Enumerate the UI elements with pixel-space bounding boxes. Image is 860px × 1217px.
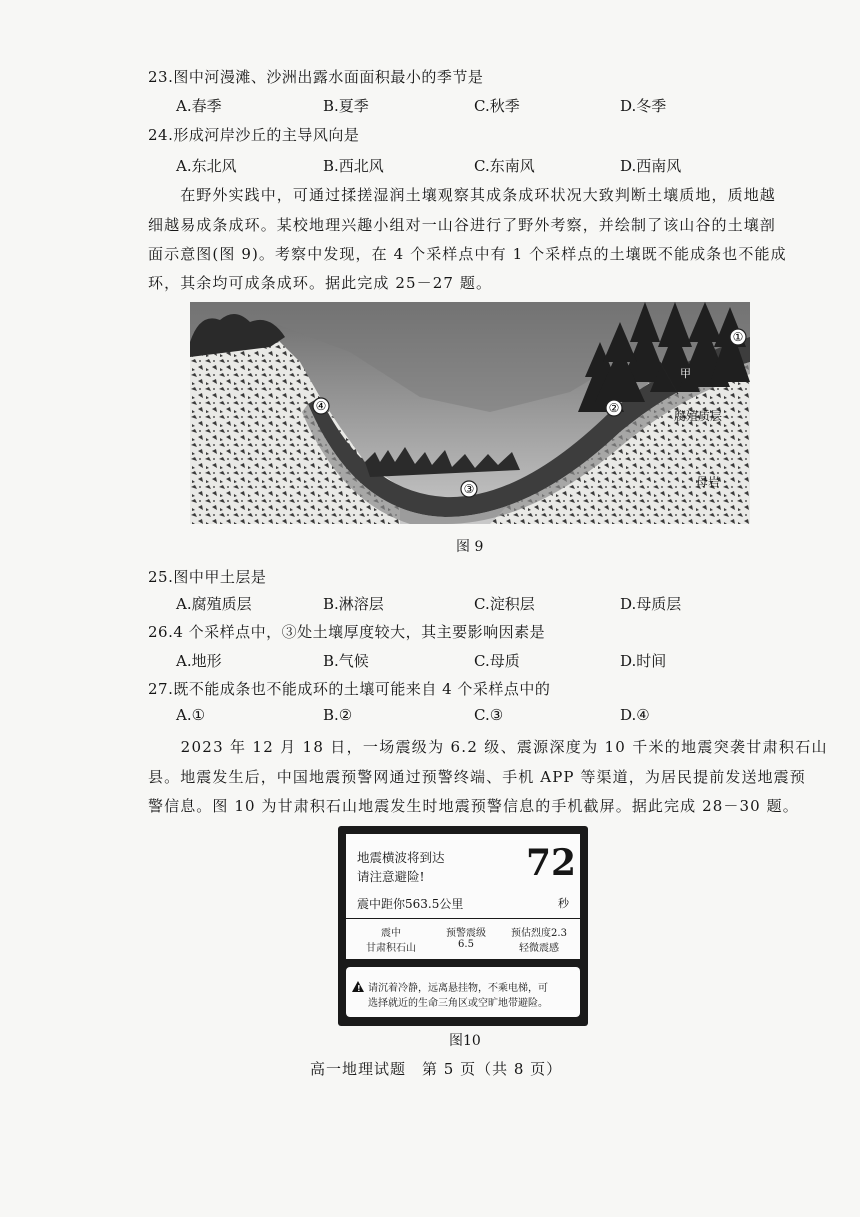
epicenter-distance: 震中距你563.5公里 bbox=[357, 897, 464, 911]
question-23-stem: 23.图中河漫滩、沙洲出露水面面积最小的季节是 bbox=[148, 68, 484, 86]
earthquake-warning-phone-screenshot bbox=[338, 826, 588, 1026]
option-a: A.① bbox=[176, 706, 206, 724]
option-c: C.秋季 bbox=[474, 97, 520, 115]
option-b: B.气候 bbox=[323, 652, 369, 670]
passage2-line-1: 2023 年 12 月 18 日，一场震级为 6.2 级、震源深度为 10 千米的地震突袭甘肃积石山 bbox=[148, 738, 828, 756]
figure-9-caption: 图 9 bbox=[456, 539, 484, 555]
alert-line-2: 请注意避险! bbox=[357, 869, 425, 884]
page-footer: 高一地理试题 第 5 页（共 8 页） bbox=[310, 1060, 563, 1078]
sample-point-2 bbox=[606, 400, 622, 416]
question-27-options bbox=[176, 706, 736, 728]
option-d: D.④ bbox=[620, 706, 650, 724]
passage2-line-3: 警信息。图 10 为甘肃积石山地震发生时地震预警信息的手机截屏。据此完成 28－30 题。 bbox=[148, 797, 799, 815]
passage1-line-1: 在野外实践中，可通过揉搓湿润土壤观察其成条成环状况大致判断土壤质地，质地越 bbox=[148, 186, 776, 204]
option-d: D.时间 bbox=[620, 652, 667, 670]
svg-text:①: ① bbox=[732, 330, 744, 344]
question-25-options bbox=[176, 593, 736, 615]
countdown-unit: 秒 bbox=[558, 897, 569, 910]
option-d: D.冬季 bbox=[620, 97, 667, 115]
intensity-label: 预估烈度2.3 bbox=[511, 928, 567, 939]
question-23-options bbox=[176, 95, 736, 117]
passage2-line-2: 县。地震发生后，中国地震预警网通过预警终端、手机 APP 等渠道，为居民提前发送地震预 bbox=[148, 768, 806, 786]
question-24-stem: 24.形成河岸沙丘的主导风向是 bbox=[148, 126, 360, 144]
question-26-stem: 26.4 个采样点中，③处土壤厚度较大，其主要影响因素是 bbox=[148, 623, 546, 641]
label-parent-rock: 母岩 bbox=[696, 475, 721, 489]
option-c: C.③ bbox=[474, 706, 504, 724]
option-d: D.母质层 bbox=[620, 595, 682, 613]
sample-point-1 bbox=[730, 329, 746, 345]
option-b: B.淋溶层 bbox=[323, 595, 384, 613]
option-a: A.春季 bbox=[176, 97, 222, 115]
sample-point-3 bbox=[461, 481, 477, 497]
option-c: C.淀积层 bbox=[474, 595, 535, 613]
option-d: D.西南风 bbox=[620, 157, 682, 175]
intensity-value: 轻微震感 bbox=[519, 943, 559, 954]
question-27-stem: 27.既不能成条也不能成环的土壤可能来自 4 个采样点中的 bbox=[148, 680, 551, 698]
svg-text:②: ② bbox=[608, 401, 620, 415]
question-25-stem: 25.图中甲土层是 bbox=[148, 568, 267, 586]
epicenter-value: 甘肃积石山 bbox=[366, 943, 416, 954]
advice-line-2: 选择就近的生命三角区或空旷地带避险。 bbox=[368, 998, 548, 1009]
option-a: A.腐殖质层 bbox=[176, 595, 252, 613]
figure-10-caption: 图10 bbox=[449, 1033, 481, 1049]
question-26-options bbox=[176, 650, 736, 672]
option-c: C.母质 bbox=[474, 652, 520, 670]
passage1-line-4: 环，其余均可成条成环。据此完成 25－27 题。 bbox=[148, 274, 493, 292]
safety-advice-panel: ! 请沉着冷静，远离悬挂物，不乘电梯，可 选择就近的生命三角区或空旷地带避险。 bbox=[346, 967, 580, 1017]
countdown-seconds: 72 bbox=[526, 842, 577, 884]
option-b: B.夏季 bbox=[323, 97, 369, 115]
option-b: B.② bbox=[323, 706, 353, 724]
advice-line-1: 请沉着冷静，远离悬挂物，不乘电梯，可 bbox=[368, 983, 548, 994]
sample-point-4 bbox=[313, 398, 329, 414]
question-24-options bbox=[176, 155, 736, 177]
warning-details-panel bbox=[346, 919, 580, 959]
option-a: A.地形 bbox=[176, 652, 222, 670]
passage1-line-2: 细越易成条成环。某校地理兴趣小组对一山谷进行了野外考察，并绘制了该山谷的土壤剖 bbox=[148, 216, 776, 234]
svg-text:④: ④ bbox=[315, 399, 327, 413]
label-jia: 甲 bbox=[680, 367, 691, 380]
magnitude-value: 6.5 bbox=[458, 939, 474, 950]
option-c: C.东南风 bbox=[474, 157, 535, 175]
label-humus-layer: 腐殖质层 bbox=[674, 409, 723, 423]
epicenter-label: 震中 bbox=[381, 928, 401, 939]
magnitude-label: 预警震级 bbox=[446, 928, 486, 939]
option-a: A.东北风 bbox=[176, 157, 237, 175]
passage1-line-3: 面示意图(图 9)。考察中发现，在 4 个采样点中有 1 个采样点的土壤既不能成条也不能成 bbox=[148, 245, 787, 263]
alert-line-1: 地震横波将到达 bbox=[357, 850, 445, 865]
svg-text:③: ③ bbox=[463, 482, 475, 496]
option-b: B.西北风 bbox=[323, 157, 384, 175]
soil-profile-figure bbox=[190, 302, 750, 524]
warning-header-panel bbox=[346, 834, 580, 918]
